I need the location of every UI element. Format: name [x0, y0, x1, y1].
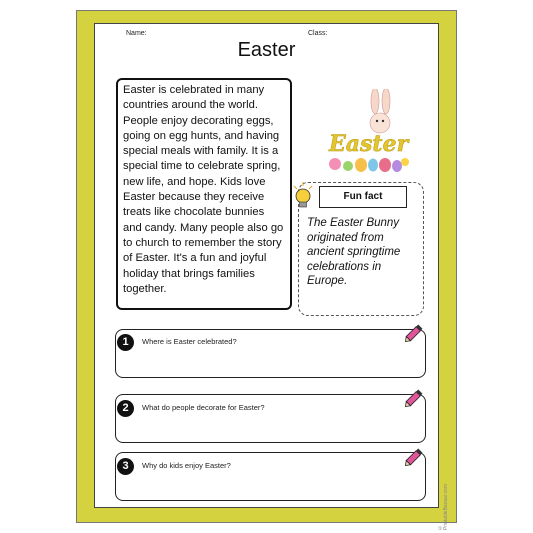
fun-fact-title: Fun fact: [319, 186, 407, 208]
fun-fact-text: The Easter Bunny originated from ancient springtime celebrations in Europe.: [307, 217, 401, 287]
question-number: 2: [117, 400, 134, 417]
question-text: What do people decorate for Easter?: [142, 403, 265, 412]
class-label: Class:: [308, 30, 328, 37]
easter-bunny-illustration: [323, 89, 413, 174]
worksheet: [94, 23, 449, 531]
name-label: Name:: [126, 30, 147, 37]
question-text: Where is Easter celebrated?: [142, 337, 237, 346]
pencil-icon: [402, 445, 426, 469]
reading-passage: Easter is celebrated in many countries around the world. People enjoy decorating eggs, going on egg hunts, and having special meals with family. It is a special time to celebrate spring, new life, and hope. Kids love Easter because they receive treats like chocolate bunnies and candy. Many people also go to church to remember the story of Easter. It's a fun and joyful holiday that brings families together.: [116, 78, 292, 310]
question-number: 3: [117, 458, 134, 475]
question-number: 1: [117, 334, 134, 351]
answer-box-3[interactable]: [115, 452, 426, 501]
answer-box-2[interactable]: [115, 394, 426, 443]
question-text: Why do kids enjoy Easter?: [142, 461, 231, 470]
pencil-icon: [402, 321, 426, 345]
page-title: Easter: [237, 39, 296, 61]
watermark: © PrintableBazaar.com: [437, 484, 449, 531]
easter-word-art: Easter: [329, 131, 409, 157]
lightbulb-icon: [292, 182, 314, 212]
pencil-icon: [402, 386, 426, 410]
